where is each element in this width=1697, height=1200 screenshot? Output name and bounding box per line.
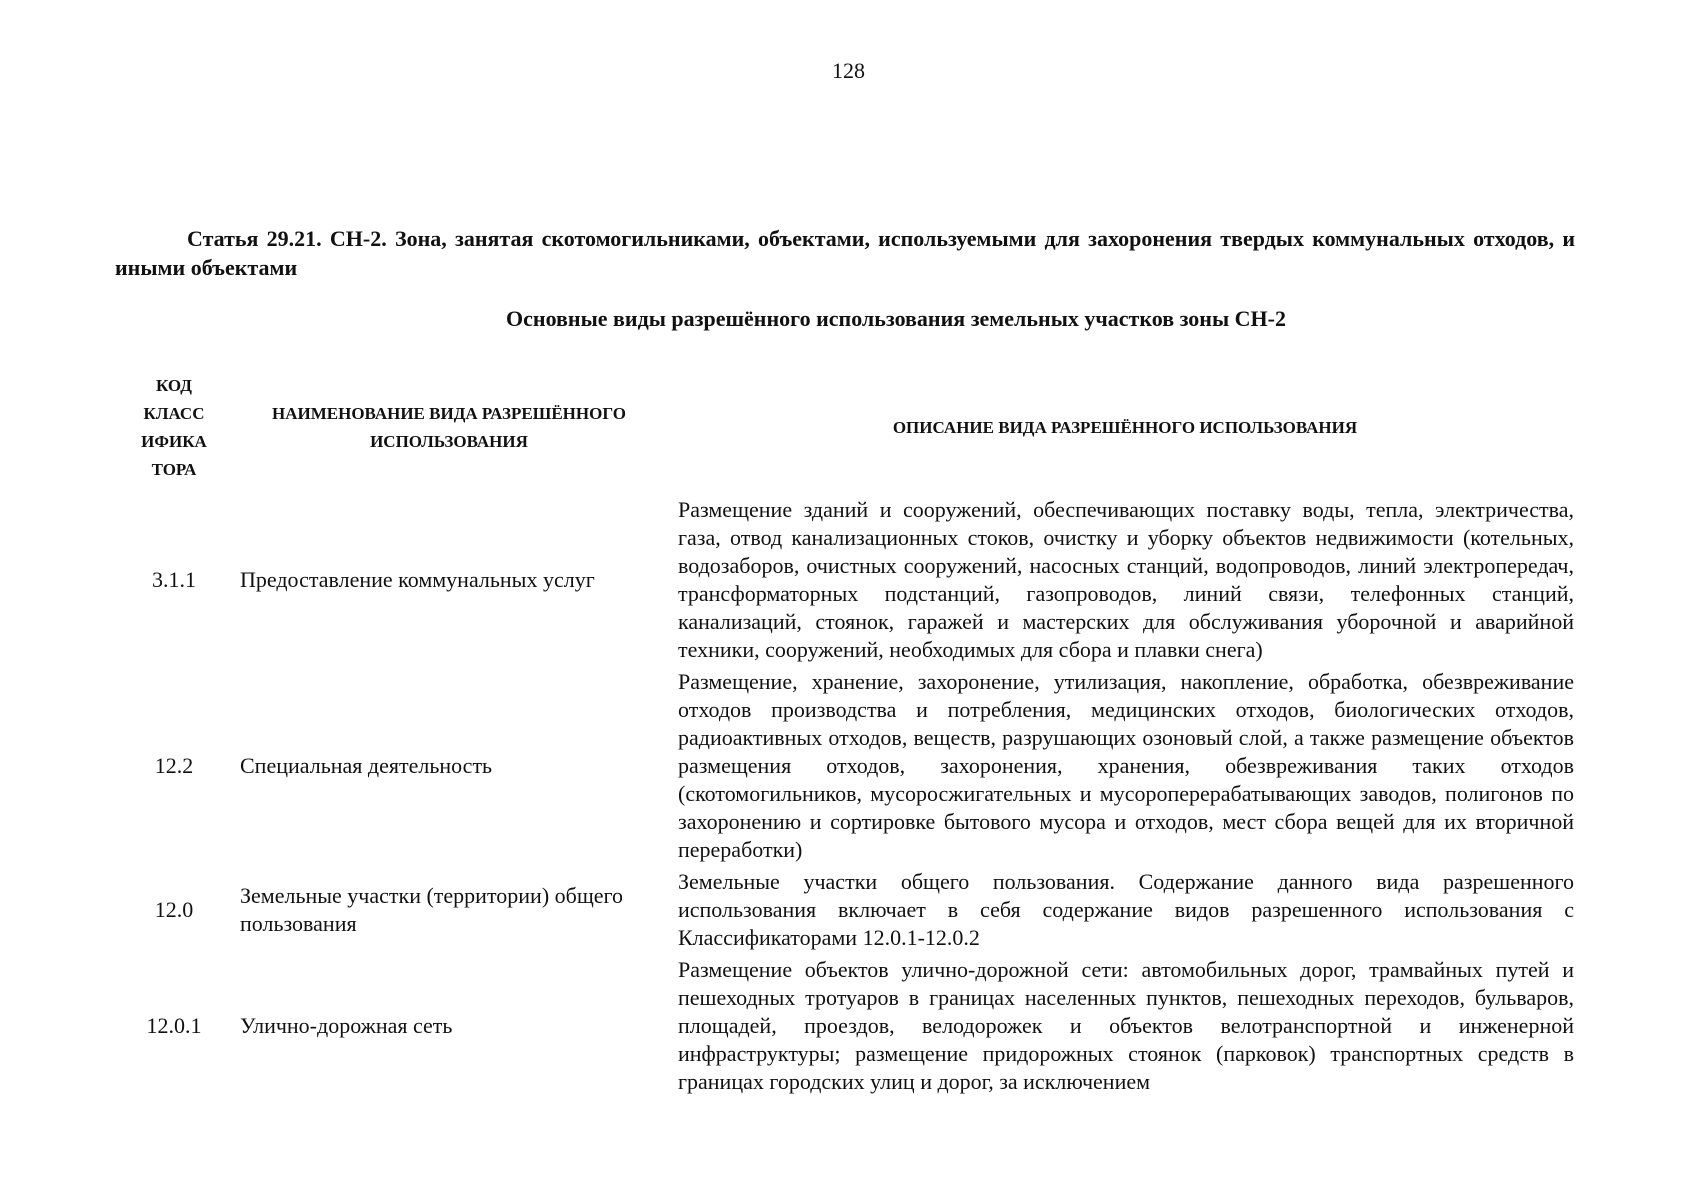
land-use-table [120,372,1580,1098]
row-name: Земельные участки (территории) общего пользования [240,883,624,936]
row-name: Улично-дорожная сеть [240,1013,453,1038]
section-heading: Основные виды разрешённого использования земельных участков зоны СН-2 [506,306,1286,331]
page-number: 128 [832,58,865,83]
table-header-row [120,372,1580,494]
table-header [120,372,1580,494]
row-description: Размещение зданий и сооружений, обеспечивающих поставку воды, тепла, электричества, газа, отвод канализационных стоков, очистку и уборку объектов недвижимости (котельных, водозаборов, очистных сооружений, насосных станций, водопроводов, линий электропередач, трансформаторных подстанций, газопроводов, линий связи, телефонных станций, канализаций, стоянок, гаражей и мастерских для обслуживания уборочной и аварийной техники, сооружений, необходимых для сбора и плавки снега) [678,497,1574,662]
row-description: Размещение объектов улично-дорожной сети: автомобильных дорог, трамвайных путей и пешеходных тротуаров в границах населенных пунктов, пешеходных переходов, бульваров, площадей, проездов, велодорожек и объектов велотранспортной и инженерной инфраструктуры; размещение придорожных стоянок (парковок) транспортных средств в границах городских улиц и дорог, за исключением [678,957,1574,1094]
row-name: Специальная деятельность [240,753,493,778]
table-row [120,494,1580,666]
row-code: 3.1.1 [152,567,196,592]
row-name: Предоставление коммунальных услуг [240,567,595,592]
header-name: НАИМЕНОВАНИЕ ВИДА РАЗРЕШЁННОГО ИСПОЛЬЗОВАНИЯ [272,404,626,451]
row-code: 12.0.1 [146,1013,202,1038]
row-description: Земельные участки общего пользования. Содержание данного вида разрешенного использования включает в себя содержание видов разрешенного использования с Классификаторами 12.0.1-12.0.2 [678,869,1574,950]
article-heading: Статья 29.21. СН-2. Зона, занятая скотомогильниками, объектами, используемыми для захоронения твердых коммунальных отходов, и иными объектами [115,226,1575,280]
table-row [120,666,1580,866]
table-row [120,866,1580,954]
header-description: ОПИСАНИЕ ВИДА РАЗРЕШЁННОГО ИСПОЛЬЗОВАНИЯ [892,418,1358,437]
row-code: 12.0 [154,897,194,922]
row-code: 12.2 [154,753,194,778]
table-body [120,494,1580,1098]
row-description: Размещение, хранение, захоронение, утилизация, накопление, обработка, обезвреживание отходов производства и потребления, медицинских отходов, биологических отходов, радиоактивных отходов, веществ, разрушающих озоновый слой, а также размещение объектов размещения отходов, захоронения, хранения, обезвреживания таких отходов (скотомогильников, мусоросжигательных и мусороперерабатывающих заводов, полигонов по захоронению и сортировке бытового мусора и отходов, мест сбора вещей для их вторичной переработки) [678,669,1574,862]
table-row [120,954,1580,1098]
header-code: КОД КЛАСС ИФИКА ТОРА [141,376,207,479]
